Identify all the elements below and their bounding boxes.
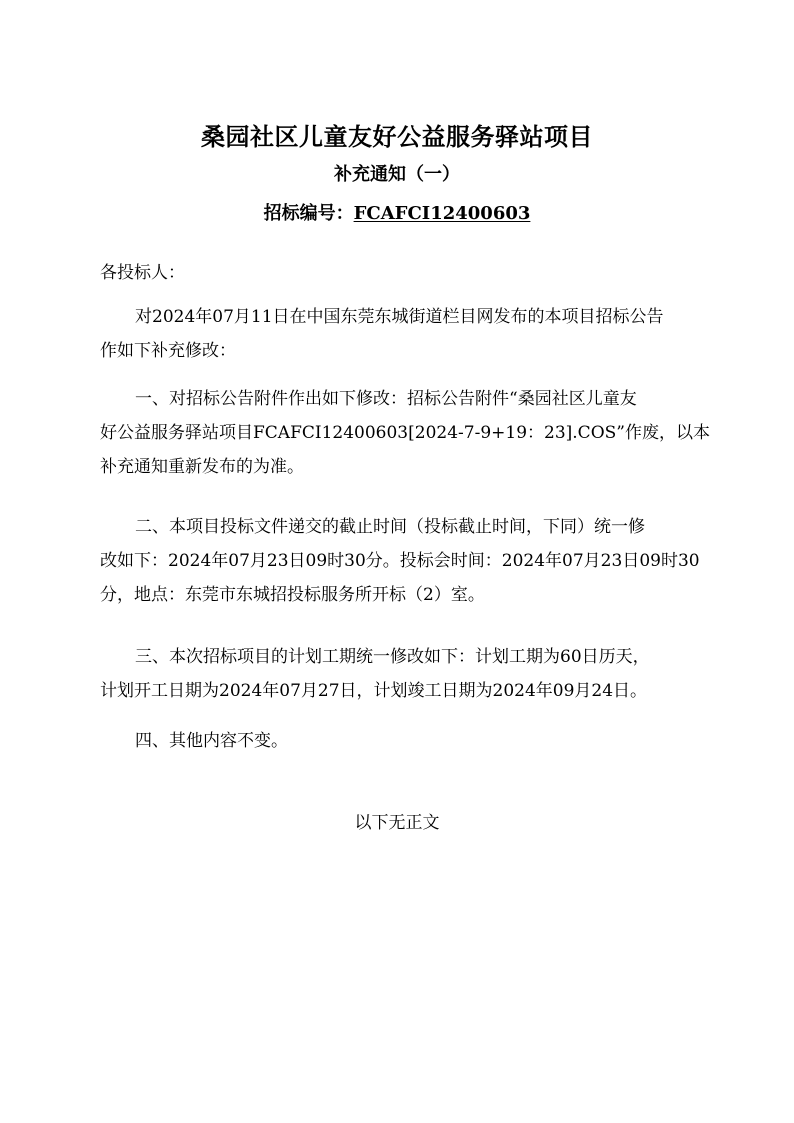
paragraph-line: 四、其他内容不变。 bbox=[135, 731, 288, 751]
paragraph-item-2 bbox=[100, 510, 700, 612]
paragraph-line: 好公益服务驿站项目FCAFCI12400603[2024-7-9+19：23].COS”作废，以本 bbox=[100, 423, 710, 443]
paragraph-intro bbox=[100, 300, 700, 368]
paragraph-line: 一、对招标公告附件作出如下修改：招标公告附件“桑园社区儿童友 bbox=[135, 389, 637, 409]
paragraph-line: 补充通知重新发布的为准。 bbox=[100, 457, 304, 477]
paragraph-line: 分，地点：东莞市东城招投标服务所开标（2）室。 bbox=[100, 585, 485, 605]
document-title: 桑园社区儿童友好公益服务驿站项目 bbox=[201, 122, 593, 151]
bid-number: FCAFCI12400603 bbox=[353, 203, 531, 224]
paragraph-line: 对2024年07月11日在中国东莞东城街道栏目网发布的本项目招标公告 bbox=[135, 307, 664, 327]
paragraph-item-4 bbox=[100, 724, 700, 758]
bid-number-line bbox=[0, 199, 794, 225]
salutation: 各投标人： bbox=[100, 263, 185, 283]
paragraph-line: 计划开工日期为2024年07月27日，计划竣工日期为2024年09月24日。 bbox=[100, 681, 648, 701]
document-subtitle: 补充通知（一） bbox=[334, 164, 460, 185]
paragraph-line: 改如下：2024年07月23日09时30分。投标会时间：2024年07月23日09时30 bbox=[100, 551, 700, 571]
paragraph-line: 作如下补充修改： bbox=[100, 341, 236, 361]
paragraph-line: 二、本项目投标文件递交的截止时间（投标截止时间，下同）统一修 bbox=[135, 517, 645, 537]
paragraph-item-3 bbox=[100, 640, 700, 708]
bid-number-label: 招标编号： bbox=[263, 203, 354, 224]
document-footer: 以下无正文 bbox=[354, 813, 440, 833]
paragraph-item-1 bbox=[100, 382, 710, 484]
paragraph-line: 三、本次招标项目的计划工期统一修改如下：计划工期为60日历天， bbox=[135, 647, 650, 667]
